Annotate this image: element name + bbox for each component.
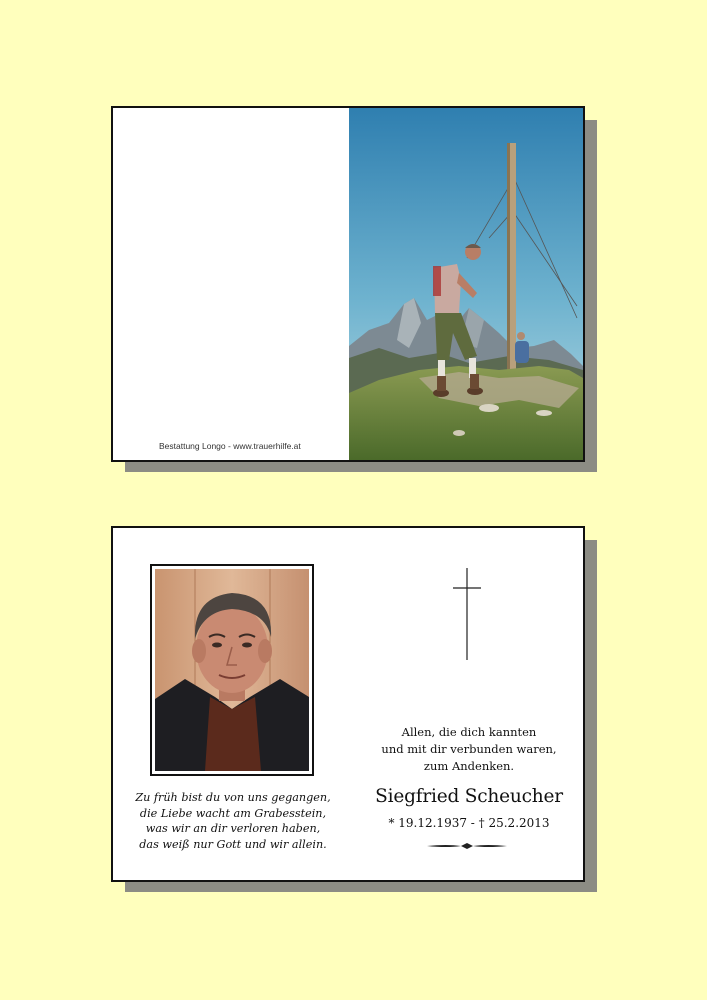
dedication-line: und mit dir verbunden waren, <box>381 742 557 756</box>
cross-icon <box>451 566 483 662</box>
poem-line: Zu früh bist du von uns gegangen, <box>135 791 331 804</box>
poem-line: was wir an dir verloren haben, <box>145 822 321 835</box>
undertaker-credit: Bestattung Longo - www.trauerhilfe.at <box>159 441 301 451</box>
summit-cross-mountain-photo <box>349 108 583 460</box>
poem-line: die Liebe wacht am Grabesstein, <box>139 806 327 820</box>
ornament-divider-icon <box>425 841 509 851</box>
front-card <box>111 106 585 462</box>
deceased-name: Siegfried Scheucher <box>375 786 563 807</box>
dedication-line: Allen, die dich kannten <box>401 725 537 739</box>
life-dates: * 19.12.1937 - † 25.2.2013 <box>388 816 550 830</box>
portrait-frame <box>150 564 314 776</box>
poem-line: das weiß nur Gott und wir allein. <box>139 837 327 851</box>
memorial-poem <box>123 790 343 852</box>
dedication-text <box>359 724 579 775</box>
back-card <box>111 526 585 882</box>
dedication-line: zum Andenken. <box>423 759 515 773</box>
portrait-photo <box>155 569 309 771</box>
